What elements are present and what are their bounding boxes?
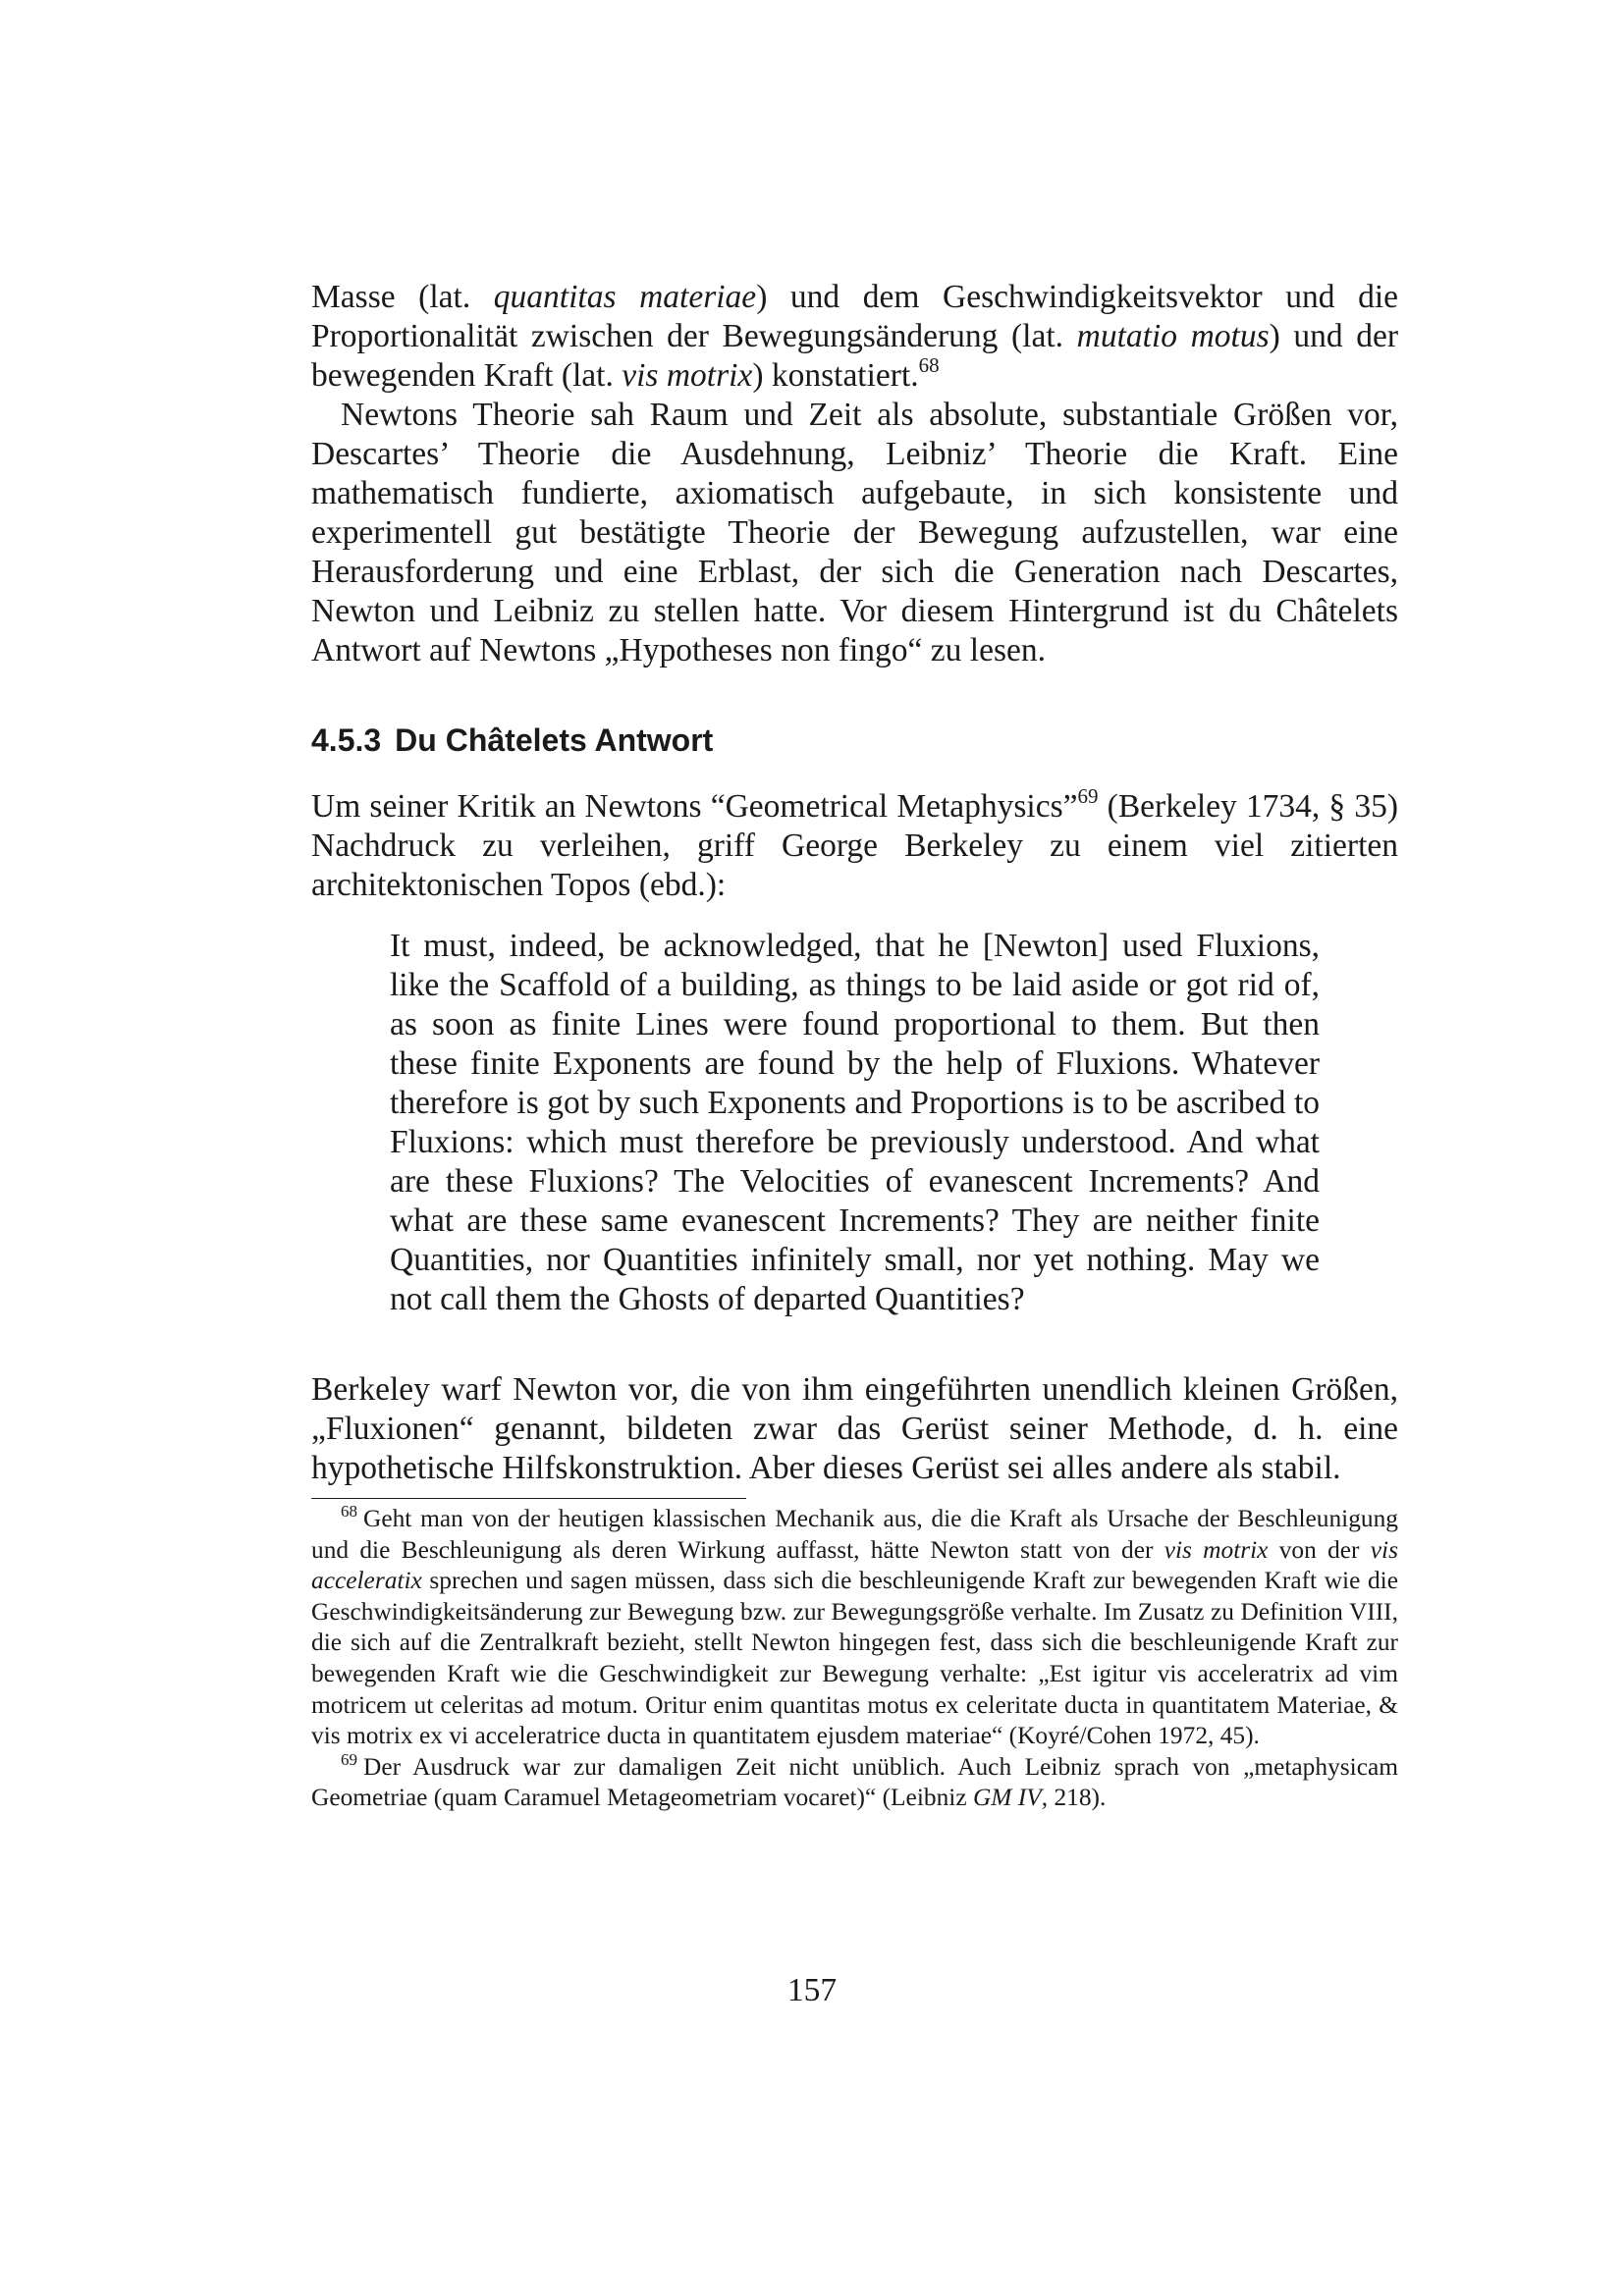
block-quote: It must, indeed, be acknowledged, that he [Newton] used Fluxions, like the Scaffold of a building, as things to be laid aside or got rid of, as soon as finite Lines were found proportional to them. But then these finite Exponents are found by the help of Fluxions. Whatever therefore is got by such Exponents and Proportions is to be ascribed to Fluxions: which must therefore be previously understood. And what are these Fluxions? The Velocities of evanescent Increments? And what are these same evanescent Increments? They are neither finite Quantities, nor Quantities infinitely small, nor yet nothing. May we not call them the Ghosts of departed Quantities? xyxy=(390,928,1320,1317)
body-text-top xyxy=(311,278,1398,670)
paragraph-berkeley-intro: Um seiner Kritik an Newtons “Geometrical Metaphysics”$^{69}$ (Berkeley 1734, § 35) Nachdruck zu verleihen, griff George Berkeley zu einem viel zitierten architektonischen Topos (ebd.): xyxy=(311,784,1398,903)
footnotes xyxy=(311,1504,1398,1814)
footnote-ref-68[interactable]: 68 xyxy=(918,353,940,377)
section-title: 4.5.3 Du Châtelets Antwort xyxy=(311,722,714,758)
paragraph-newton-theory: Newtons Theorie sah Raum und Zeit als absolute, substantiale Größen vor, Descartes’ Theorie die Ausdehnung, Leibniz’ Theorie die Kraft. Eine mathematisch fundierte, axiomatisch aufgebaute, in sich konsistente und experimentell gut bestätigte Theorie der Bewegung aufzustellen, war eine Herausforderung und eine Erblast, der sich die Generation nach Descartes, Newton und Leibniz zu stellen hatte. Vor diesem Hintergrund ist du Châtelets Antwort auf Newtons „Hypotheses non fingo“ zu lesen. xyxy=(311,397,1398,668)
body-text-berkeley xyxy=(311,784,1398,905)
body-text-bottom xyxy=(311,1370,1398,1488)
section-heading xyxy=(311,721,1398,760)
paragraph-berkeley-critique: Berkeley warf Newton vor, die von ihm eingeführten unendlich kleinen Größen, „Fluxionen“ genannt, bildeten zwar das Gerüst seiner Methode, d. h. eine hypothetische Hilfskonstruktion. Aber dieses Gerüst sei alles andere als stabil. xyxy=(311,1371,1398,1486)
footnote-rule xyxy=(311,1498,746,1499)
paragraph-continuation: Masse (lat. quantitas materiae) und dem Geschwindigkeitsvektor und die Proportionalität zwischen der Bewegungsänderung (lat. mutatio motus) und der bewegenden Kraft (lat. vis motrix) konstatiert.$^{68}$ xyxy=(311,279,1399,394)
footnote-69: $^{69}$ Der Ausdruck war zur damaligen Zeit nicht unüblich. Auch Leibniz sprach von „metaphysicam Geometriae (quam Caramuel Metageometriam vocaret)“ (Leibniz GM IV, 218). xyxy=(311,1749,1398,1812)
page-number: 157 xyxy=(786,1972,838,2008)
footnote-ref-69[interactable]: 69 xyxy=(1077,784,1099,808)
footnote-68: $^{68}$ Geht man von der heutigen klassischen Mechanik aus, die die Kraft als Ursache der Beschleunigung und die Beschleunigung als deren Wirkung auffasst, hätte Newton statt von der vis motrix von der vis acceleratix sprechen und sagen müssen, dass sich die beschleunigende Kraft zur bewegenden Kraft wie die Geschwindigkeitsänderung zur Bewegung bzw. zur Bewegungsgröße verhalte. Im Zusatz zu Definition VIII, die sich auf die Zentralkraft bezieht, stellt Newton hingegen fest, dass sich die beschleunigende Kraft zur bewegenden Kraft wie die Geschwindigkeit zur Bewegung verhalte: „Est igitur vis acceleratrix ad vim motricem ut celeritas ad motum. Oritur enim quantitas motus ex celeritate ducta in quantitatem Materiae, & vis motrix ex vi acceleratrice ducta in quantitatem ejusdem materiae“ (Koyré/Cohen 1972, 45). xyxy=(311,1502,1398,1750)
